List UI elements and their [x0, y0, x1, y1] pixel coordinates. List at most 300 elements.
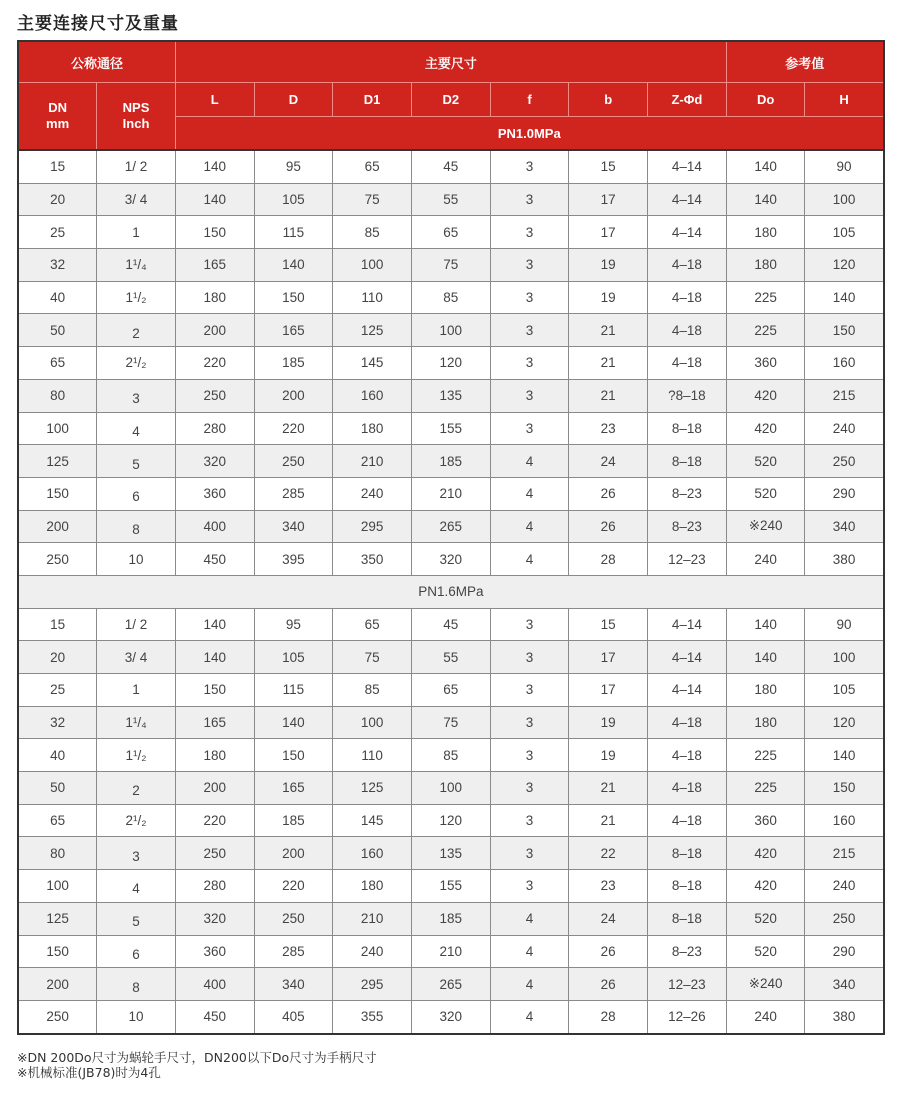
cell-value: 17: [600, 192, 616, 208]
cell-do: [726, 902, 805, 935]
cell-value: 200: [282, 388, 305, 404]
cell-value: 4–18: [671, 813, 702, 829]
cell-value: 8–18: [671, 845, 702, 861]
cell-nps: [97, 641, 176, 674]
cell-l: [175, 804, 254, 837]
cell-b: [569, 968, 648, 1001]
cell-b: [569, 183, 648, 216]
cell-l: [175, 674, 254, 707]
cell-b: [569, 249, 648, 282]
cell-value: 220: [203, 813, 226, 829]
cell-value: 3: [525, 290, 534, 306]
cell-value: 1: [132, 682, 140, 698]
cell-d: [254, 249, 333, 282]
cell-h: [805, 216, 884, 249]
header-dn-unit: mm: [46, 116, 70, 131]
cell-value: 17: [600, 649, 616, 665]
cell-value: 140: [832, 290, 856, 306]
cell-value: 210: [439, 486, 463, 502]
cell-value: 265: [439, 518, 463, 534]
cell-value: 4: [525, 518, 534, 534]
cell-value: 8: [132, 521, 140, 537]
cell-f: [490, 314, 569, 347]
cell-value: 340: [282, 976, 305, 992]
cell-l: [175, 1000, 254, 1033]
cell-nps: [97, 347, 176, 380]
cell-value: 240: [754, 551, 777, 567]
cell-d2: [411, 510, 490, 543]
cell-value: 26: [600, 486, 616, 502]
cell-d1: [333, 674, 412, 707]
cell-z-phi-d: [648, 706, 727, 739]
cell-value: 250: [832, 911, 856, 927]
cell-d: [254, 510, 333, 543]
cell-value: 210: [439, 943, 463, 959]
cell-value: 180: [754, 257, 777, 273]
cell-value: 1¹/₂: [125, 747, 147, 763]
cell-d: [254, 379, 333, 412]
cell-value: 120: [439, 355, 463, 371]
cell-value: 160: [832, 355, 856, 371]
cell-h: [805, 445, 884, 478]
cell-value: 100: [360, 257, 384, 273]
cell-z-phi-d: [648, 772, 727, 805]
cell-value: 185: [439, 911, 463, 927]
cell-value: 135: [439, 388, 463, 404]
cell-value: 20: [50, 192, 66, 208]
cell-z-phi-d: [648, 1000, 727, 1033]
cell-f: [490, 445, 569, 478]
cell-value: 120: [832, 257, 856, 273]
cell-d2: [411, 216, 490, 249]
cell-do: [726, 706, 805, 739]
cell-value: 15: [600, 616, 616, 632]
cell-value: 165: [282, 780, 305, 796]
cell-value: 200: [46, 976, 69, 992]
cell-value: 420: [754, 845, 777, 861]
cell-value: 140: [203, 616, 226, 632]
cell-do: [726, 150, 805, 183]
cell-value: 140: [282, 715, 305, 731]
cell-value: 4–14: [671, 224, 702, 240]
cell-nps: [97, 412, 176, 445]
table-row: [18, 543, 884, 576]
cell-f: [490, 674, 569, 707]
cell-value: 19: [600, 257, 616, 273]
cell-value: 4: [132, 423, 140, 439]
cell-d1: [333, 150, 412, 183]
cell-f: [490, 968, 569, 1001]
cell-value: 155: [439, 878, 463, 894]
header-col-h: H: [805, 83, 884, 117]
header-dn: [18, 83, 97, 151]
cell-f: [490, 281, 569, 314]
cell-do: [726, 608, 805, 641]
cell-value: 25: [50, 224, 66, 240]
cell-f: [490, 837, 569, 870]
cell-value: 155: [439, 420, 463, 436]
cell-z-phi-d: [648, 281, 727, 314]
cell-value: 210: [360, 453, 384, 469]
cell-dn: [18, 804, 97, 837]
cell-value: 45: [443, 616, 459, 632]
cell-value: 8–23: [671, 518, 702, 534]
cell-value: 4–18: [671, 290, 702, 306]
header-col-d: D: [254, 83, 333, 117]
cell-l: [175, 935, 254, 968]
cell-value: 4: [525, 486, 534, 502]
cell-do: [726, 379, 805, 412]
cell-z-phi-d: [648, 543, 727, 576]
cell-value: 160: [832, 813, 856, 829]
cell-d2: [411, 772, 490, 805]
cell-value: 65: [364, 159, 380, 175]
cell-value: 15: [50, 616, 66, 632]
cell-d1: [333, 543, 412, 576]
table-row: [18, 150, 884, 183]
cell-value: 95: [285, 616, 301, 632]
cell-value: 290: [832, 943, 856, 959]
cell-nps: [97, 902, 176, 935]
cell-value: 26: [600, 518, 616, 534]
cell-l: [175, 281, 254, 314]
cell-value: 3: [525, 159, 534, 175]
table-header: [18, 41, 884, 150]
cell-l: [175, 445, 254, 478]
cell-z-phi-d: [648, 183, 727, 216]
cell-z-phi-d: [648, 902, 727, 935]
cell-value: 10: [128, 551, 144, 567]
cell-d: [254, 804, 333, 837]
cell-value: ?8–18: [668, 388, 706, 404]
cell-d: [254, 870, 333, 903]
cell-d: [254, 477, 333, 510]
cell-h: [805, 314, 884, 347]
cell-value: 3: [525, 682, 534, 698]
cell-dn: [18, 510, 97, 543]
cell-value: 4: [525, 551, 534, 567]
cell-b: [569, 902, 648, 935]
cell-z-phi-d: [648, 314, 727, 347]
cell-nps: [97, 379, 176, 412]
cell-value: 3: [525, 813, 534, 829]
cell-d: [254, 837, 333, 870]
cell-value: 75: [364, 192, 380, 208]
cell-z-phi-d: [648, 216, 727, 249]
table-row: [18, 608, 884, 641]
cell-l: [175, 870, 254, 903]
cell-f: [490, 706, 569, 739]
cell-value: 180: [360, 878, 384, 894]
table-row: [18, 183, 884, 216]
cell-value: 200: [203, 780, 226, 796]
cell-value: 10: [128, 1009, 144, 1025]
cell-nps: [97, 249, 176, 282]
cell-nps: [97, 445, 176, 478]
cell-value: 105: [832, 224, 856, 240]
cell-d1: [333, 706, 412, 739]
dimensions-table: [17, 40, 885, 1035]
cell-b: [569, 739, 648, 772]
cell-value: ※240: [748, 976, 783, 992]
cell-value: 32: [50, 715, 66, 731]
cell-value: 3: [525, 780, 534, 796]
cell-dn: [18, 706, 97, 739]
table-row: [18, 706, 884, 739]
cell-value: 225: [754, 322, 777, 338]
pressure-label: PN1.6MPa: [18, 575, 884, 608]
cell-value: 3: [525, 192, 534, 208]
cell-nps: [97, 314, 176, 347]
cell-value: 320: [439, 1009, 463, 1025]
cell-value: 4–18: [671, 322, 702, 338]
footnotes: [17, 1050, 377, 1080]
cell-value: 185: [282, 355, 305, 371]
cell-value: 240: [754, 1009, 777, 1025]
cell-value: 65: [443, 682, 459, 698]
cell-d2: [411, 674, 490, 707]
cell-d1: [333, 412, 412, 445]
cell-f: [490, 477, 569, 510]
cell-do: [726, 347, 805, 380]
cell-value: 250: [282, 453, 305, 469]
cell-f: [490, 870, 569, 903]
cell-dn: [18, 379, 97, 412]
cell-value: 140: [203, 649, 226, 665]
cell-value: 4–14: [671, 649, 702, 665]
cell-b: [569, 1000, 648, 1033]
cell-nps: [97, 706, 176, 739]
cell-dn: [18, 739, 97, 772]
cell-nps: [97, 281, 176, 314]
cell-d1: [333, 837, 412, 870]
cell-value: 285: [282, 486, 305, 502]
cell-l: [175, 249, 254, 282]
cell-value: 380: [832, 1009, 856, 1025]
cell-value: 4–14: [671, 616, 702, 632]
cell-value: 380: [832, 551, 856, 567]
cell-value: 165: [282, 322, 305, 338]
cell-d1: [333, 281, 412, 314]
cell-d2: [411, 608, 490, 641]
cell-value: 180: [754, 715, 777, 731]
cell-nps: [97, 543, 176, 576]
cell-nps: [97, 477, 176, 510]
header-pressure-pn10: PN1.0MPa: [175, 117, 883, 151]
cell-nps: [97, 150, 176, 183]
cell-l: [175, 379, 254, 412]
cell-value: 100: [46, 420, 69, 436]
cell-value: 23: [600, 878, 616, 894]
table-row: [18, 314, 884, 347]
cell-value: 21: [600, 322, 616, 338]
cell-value: 21: [600, 388, 616, 404]
cell-nps: [97, 870, 176, 903]
cell-d: [254, 706, 333, 739]
cell-value: 4–14: [671, 192, 702, 208]
cell-dn: [18, 543, 97, 576]
cell-z-phi-d: [648, 379, 727, 412]
cell-value: 100: [439, 780, 463, 796]
cell-value: 4–18: [671, 715, 702, 731]
cell-b: [569, 804, 648, 837]
cell-b: [569, 608, 648, 641]
table-row: [18, 445, 884, 478]
cell-do: [726, 641, 805, 674]
table-row: [18, 804, 884, 837]
cell-do: [726, 445, 805, 478]
cell-value: 180: [754, 682, 777, 698]
cell-value: 520: [754, 943, 777, 959]
cell-do: [726, 543, 805, 576]
cell-value: 4–18: [671, 355, 702, 371]
cell-value: 250: [46, 551, 69, 567]
cell-value: 12–23: [668, 551, 706, 567]
cell-d: [254, 1000, 333, 1033]
cell-value: 160: [360, 388, 384, 404]
cell-value: 105: [282, 649, 305, 665]
cell-d1: [333, 804, 412, 837]
cell-do: [726, 804, 805, 837]
table-row: [18, 379, 884, 412]
cell-value: 420: [754, 420, 777, 436]
cell-value: 8–18: [671, 878, 702, 894]
cell-f: [490, 249, 569, 282]
cell-dn: [18, 772, 97, 805]
cell-value: 85: [364, 682, 380, 698]
cell-value: 95: [285, 159, 301, 175]
cell-b: [569, 216, 648, 249]
cell-d2: [411, 935, 490, 968]
cell-value: 420: [754, 388, 777, 404]
cell-l: [175, 314, 254, 347]
cell-do: [726, 314, 805, 347]
cell-do: [726, 739, 805, 772]
cell-value: 3: [525, 649, 534, 665]
cell-dn: [18, 870, 97, 903]
cell-value: 340: [282, 518, 305, 534]
cell-value: 3: [525, 747, 534, 763]
cell-d2: [411, 837, 490, 870]
cell-l: [175, 183, 254, 216]
cell-value: 290: [832, 486, 856, 502]
cell-z-phi-d: [648, 935, 727, 968]
cell-f: [490, 1000, 569, 1033]
cell-h: [805, 870, 884, 903]
cell-value: 240: [360, 486, 384, 502]
cell-d1: [333, 870, 412, 903]
cell-value: 200: [203, 322, 226, 338]
cell-value: 19: [600, 715, 616, 731]
cell-d: [254, 347, 333, 380]
cell-value: 19: [600, 290, 616, 306]
header-col-l: L: [175, 83, 254, 117]
cell-nps: [97, 510, 176, 543]
cell-value: 520: [754, 911, 777, 927]
cell-d: [254, 641, 333, 674]
cell-value: 4: [525, 453, 534, 469]
cell-f: [490, 510, 569, 543]
cell-value: 250: [46, 1009, 69, 1025]
table-row: [18, 870, 884, 903]
table-row: [18, 216, 884, 249]
cell-do: [726, 935, 805, 968]
cell-value: 125: [46, 453, 69, 469]
cell-value: 25: [50, 682, 66, 698]
cell-b: [569, 870, 648, 903]
cell-do: [726, 772, 805, 805]
table-row: [18, 641, 884, 674]
cell-value: 355: [360, 1009, 384, 1025]
header-reference-values: 参考值: [726, 41, 883, 83]
table-row: [18, 902, 884, 935]
cell-d1: [333, 935, 412, 968]
cell-value: 140: [754, 192, 777, 208]
cell-value: 45: [443, 159, 459, 175]
cell-do: [726, 510, 805, 543]
cell-value: 3: [525, 715, 534, 731]
cell-value: 80: [50, 388, 66, 404]
cell-value: 450: [203, 1009, 226, 1025]
cell-dn: [18, 968, 97, 1001]
cell-dn: [18, 674, 97, 707]
cell-value: 240: [360, 943, 384, 959]
cell-dn: [18, 314, 97, 347]
cell-value: 26: [600, 976, 616, 992]
cell-value: 115: [282, 224, 305, 240]
cell-value: ※240: [748, 518, 783, 534]
cell-d: [254, 674, 333, 707]
table-row: [18, 968, 884, 1001]
cell-d2: [411, 968, 490, 1001]
cell-l: [175, 641, 254, 674]
cell-value: 4: [525, 943, 534, 959]
cell-b: [569, 837, 648, 870]
cell-d2: [411, 641, 490, 674]
cell-z-phi-d: [648, 510, 727, 543]
cell-z-phi-d: [648, 150, 727, 183]
cell-value: 135: [439, 845, 463, 861]
cell-value: 2¹/₂: [125, 355, 147, 371]
cell-f: [490, 543, 569, 576]
cell-b: [569, 347, 648, 380]
table-row: [18, 739, 884, 772]
cell-h: [805, 477, 884, 510]
cell-value: 180: [203, 290, 226, 306]
cell-d1: [333, 1000, 412, 1033]
cell-h: [805, 902, 884, 935]
cell-z-phi-d: [648, 608, 727, 641]
cell-value: 2: [132, 325, 140, 341]
cell-value: 8–18: [671, 420, 702, 436]
cell-d2: [411, 445, 490, 478]
cell-value: 295: [360, 976, 384, 992]
cell-dn: [18, 249, 97, 282]
cell-f: [490, 772, 569, 805]
cell-value: 185: [439, 453, 463, 469]
cell-nps: [97, 216, 176, 249]
cell-dn: [18, 477, 97, 510]
cell-d2: [411, 150, 490, 183]
cell-value: 24: [600, 453, 616, 469]
cell-value: 150: [282, 747, 305, 763]
cell-value: 450: [203, 551, 226, 567]
cell-nps: [97, 739, 176, 772]
cell-value: 3: [525, 616, 534, 632]
cell-value: 220: [282, 878, 305, 894]
cell-nps: [97, 935, 176, 968]
cell-z-phi-d: [648, 739, 727, 772]
